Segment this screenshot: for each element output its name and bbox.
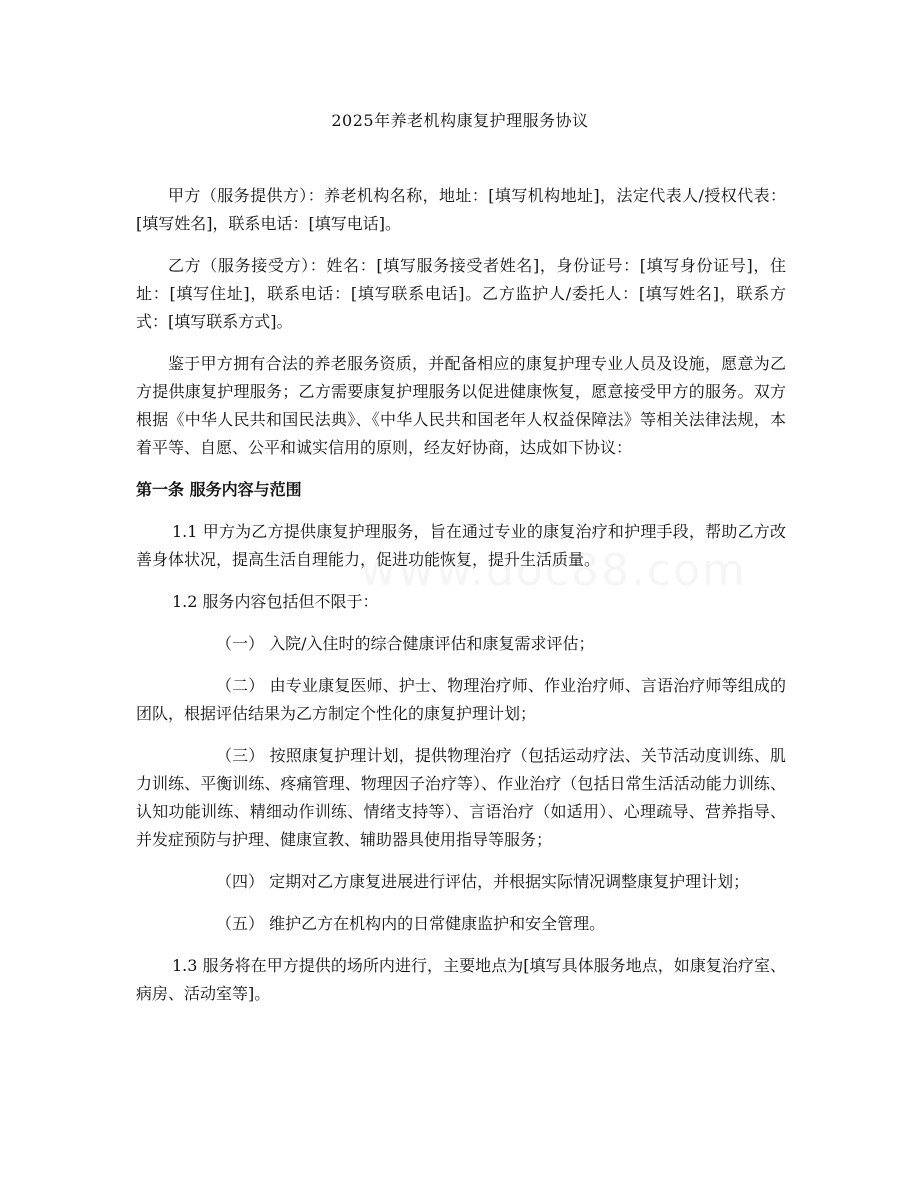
service-item-3: （三） 按照康复护理计划，提供物理治疗（包括运动疗法、关节活动度训练、肌力训练、平衡训练、疼痛管理、物理因子治疗等）、作业治疗（包括日常生活活动能力训练、认知功能训练、精细动作训练、情绪支持等）、言语治疗（如适用）、心理疏导、营养指导、并发症预防与护理、健康宣教、辅助器具使用指导等服务； (136, 746, 786, 849)
service-item-5: （五） 维护乙方在机构内的日常健康监护和安全管理。 (216, 914, 606, 933)
service-item-2: （二） 由专业康复医师、护士、物理治疗师、作业治疗师、言语治疗师等组成的团队，根据评估结果为乙方制定个性化的康复护理计划； (136, 676, 786, 723)
document-title: 2025年养老机构康复护理服务协议 (331, 111, 589, 130)
clause-1-1: 1.1 甲方为乙方提供康复护理服务，旨在通过专业的康复治疗和护理手段，帮助乙方改善身体状况，提高生活自理能力，促进功能恢复，提升生活质量。 (136, 522, 786, 569)
clause-1-3: 1.3 服务将在甲方提供的场所内进行，主要地点为[填写具体服务地点，如康复治疗室、病房、活动室等]。 (136, 956, 786, 1003)
party-b-paragraph: 乙方（服务接受方）：姓名：[填写服务接受者姓名]，身份证号：[填写身份证号]，住址：[填写住址]，联系电话：[填写联系电话]。乙方监护人/委托人：[填写姓名]，联系方式：[填写联系方式]。 (136, 256, 786, 331)
section-heading: 第一条 服务内容与范围 (136, 480, 302, 499)
document-body (136, 182, 786, 1022)
clause-1-2: 1.2 服务内容包括但不限于： (172, 592, 379, 611)
party-a-paragraph: 甲方（服务提供方）：养老机构名称，地址：[填写机构地址]，法定代表人/授权代表：[填写姓名]，联系电话：[填写电话]。 (136, 186, 786, 233)
preamble-paragraph: 鉴于甲方拥有合法的养老服务资质，并配备相应的康复护理专业人员及设施，愿意为乙方提供康复护理服务；乙方需要康复护理服务以促进健康恢复，愿意接受甲方的服务。双方根据《中华人民共和国民法典》、《中华人民共和国老年人权益保障法》等相关法律法规，本着平等、自愿、公平和诚实信用的原则，经友好协商，达成如下协议： (136, 354, 786, 457)
service-item-4: （四） 定期对乙方康复进展进行评估，并根据实际情况调整康复护理计划； (216, 872, 750, 891)
service-item-1: （一） 入院/入住时的综合健康评估和康复需求评估； (216, 634, 595, 653)
